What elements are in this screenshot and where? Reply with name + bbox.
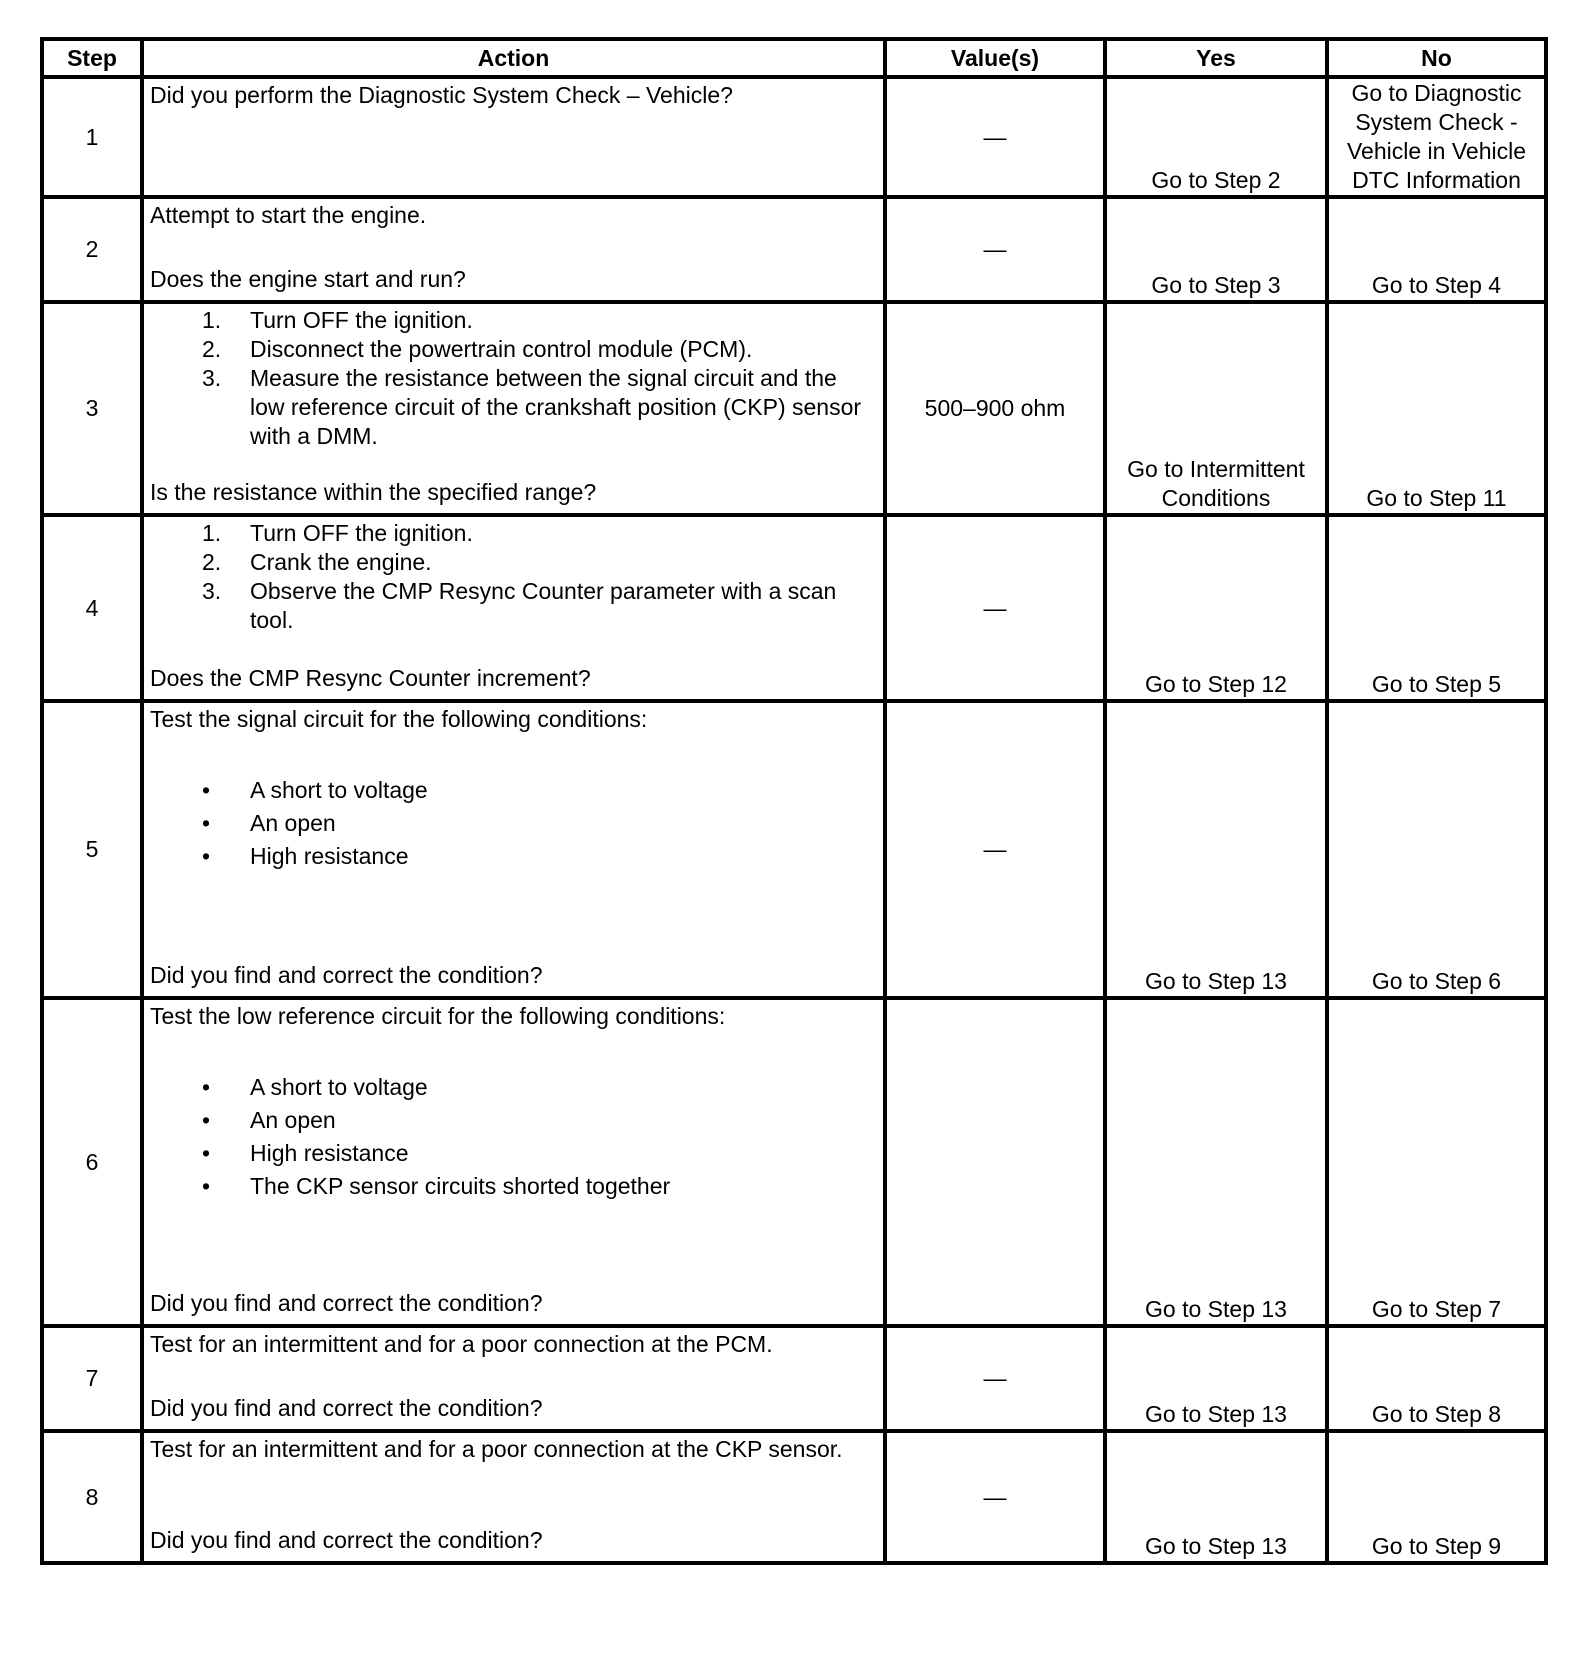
action-instruction: Did you perform the Diagnostic System Check – Vehicle?: [150, 82, 733, 108]
step-number: 8: [42, 1431, 142, 1563]
table-row: [42, 998, 1546, 1326]
numbered-steps: [150, 306, 877, 451]
no-cell: Go to Step 7: [1327, 998, 1546, 1326]
step-text: Disconnect the powertrain control module (PCM).: [250, 336, 753, 362]
step-text: Crank the engine.: [250, 549, 432, 575]
step-index: 1.: [202, 520, 222, 546]
value-cell: —: [885, 1431, 1105, 1563]
action-top: [150, 1330, 877, 1359]
action-top: [150, 201, 877, 230]
action-content: [144, 1328, 883, 1425]
action-content: [144, 79, 883, 191]
condition-item: • A short to voltage: [150, 1071, 877, 1104]
no-cell: Go to Step 11: [1327, 302, 1546, 515]
yes-cell: Go to Step 12: [1105, 515, 1327, 701]
value-cell: 500–900 ohm: [885, 302, 1105, 515]
action-cell: [142, 197, 885, 302]
action-top: [150, 81, 877, 110]
numbered-step: [150, 335, 877, 364]
numbered-step: [150, 306, 877, 335]
numbered-step: [150, 519, 877, 548]
action-cell: [142, 998, 885, 1326]
table-row: [42, 1431, 1546, 1563]
action-instruction: Test the low reference circuit for the following conditions:: [150, 1003, 726, 1029]
action-question: Did you find and correct the condition?: [150, 1395, 543, 1421]
numbered-steps: [150, 519, 877, 635]
numbered-step: [150, 364, 877, 451]
diagnostic-table: [40, 37, 1548, 1565]
numbered-step: [150, 577, 877, 635]
no-cell: Go to Step 6: [1327, 701, 1546, 998]
no-cell: Go to Step 5: [1327, 515, 1546, 701]
step-number: 5: [42, 701, 142, 998]
yes-cell: Go to Step 13: [1105, 998, 1327, 1326]
table-body: [42, 77, 1546, 1563]
header-yes: Yes: [1105, 39, 1327, 77]
step-number: 7: [42, 1326, 142, 1431]
action-cell: [142, 701, 885, 998]
step-text: Measure the resistance between the signal circuit and the low reference circuit of the crankshaft position (CKP) sensor with a DMM.: [250, 365, 862, 449]
action-content: [144, 1433, 883, 1557]
step-index: 3.: [202, 578, 222, 604]
action-question: Is the resistance within the specified range?: [150, 479, 597, 505]
yes-cell: Go to Step 13: [1105, 1431, 1327, 1563]
step-number: 2: [42, 197, 142, 302]
value-cell: —: [885, 197, 1105, 302]
step-text: Observe the CMP Resync Counter parameter with a scan tool.: [250, 578, 837, 633]
value-cell: —: [885, 515, 1105, 701]
yes-cell: Go to Intermittent Conditions: [1105, 302, 1327, 515]
action-content: [144, 304, 883, 509]
header-row: [42, 39, 1546, 77]
table-row: [42, 515, 1546, 701]
action-top: [150, 1002, 877, 1203]
action-top: [150, 306, 877, 451]
value-cell: —: [885, 1326, 1105, 1431]
no-cell: Go to Step 9: [1327, 1431, 1546, 1563]
value-cell: —: [885, 701, 1105, 998]
action-cell: [142, 302, 885, 515]
header-step: Step: [42, 39, 142, 77]
action-top: [150, 1435, 877, 1464]
action-cell: [142, 515, 885, 701]
step-number: 6: [42, 998, 142, 1326]
action-instruction: Test the signal circuit for the following conditions:: [150, 706, 648, 732]
action-top: [150, 705, 877, 873]
condition-list: [150, 774, 877, 873]
table-row: [42, 77, 1546, 197]
no-cell: Go to Diagnostic System Check - Vehicle in Vehicle DTC Information: [1327, 77, 1546, 197]
action-cell: [142, 1431, 885, 1563]
header-values: Value(s): [885, 39, 1105, 77]
no-cell: Go to Step 8: [1327, 1326, 1546, 1431]
condition-item: • The CKP sensor circuits shorted together: [150, 1170, 877, 1203]
step-number: 1: [42, 77, 142, 197]
step-number: 3: [42, 302, 142, 515]
header-no: No: [1327, 39, 1546, 77]
no-cell: Go to Step 4: [1327, 197, 1546, 302]
numbered-step: [150, 548, 877, 577]
step-number: 4: [42, 515, 142, 701]
action-question: Does the engine start and run?: [150, 266, 466, 292]
table-row: [42, 701, 1546, 998]
yes-cell: Go to Step 13: [1105, 701, 1327, 998]
action-cell: [142, 77, 885, 197]
step-index: 3.: [202, 365, 222, 391]
action-top: [150, 519, 877, 635]
step-text: Turn OFF the ignition.: [250, 307, 473, 333]
condition-item: • An open: [150, 1104, 877, 1137]
value-cell: —: [885, 77, 1105, 197]
step-index: 2.: [202, 336, 222, 362]
header-action: Action: [142, 39, 885, 77]
condition-item: • High resistance: [150, 1137, 877, 1170]
yes-cell: Go to Step 13: [1105, 1326, 1327, 1431]
step-index: 1.: [202, 307, 222, 333]
action-cell: [142, 1326, 885, 1431]
action-content: [144, 517, 883, 695]
condition-item: • High resistance: [150, 840, 877, 873]
table-row: [42, 1326, 1546, 1431]
action-question: Did you find and correct the condition?: [150, 962, 543, 988]
yes-cell: Go to Step 3: [1105, 197, 1327, 302]
condition-list: [150, 1071, 877, 1203]
yes-cell: Go to Step 2: [1105, 77, 1327, 197]
condition-item: • An open: [150, 807, 877, 840]
condition-item: • A short to voltage: [150, 774, 877, 807]
action-content: [144, 703, 883, 992]
table-row: [42, 197, 1546, 302]
action-instruction: Test for an intermittent and for a poor connection at the CKP sensor.: [150, 1436, 843, 1462]
action-instruction: Test for an intermittent and for a poor connection at the PCM.: [150, 1331, 773, 1357]
step-index: 2.: [202, 549, 222, 575]
value-cell: [885, 998, 1105, 1326]
action-question: Does the CMP Resync Counter increment?: [150, 665, 591, 691]
action-instruction: Attempt to start the engine.: [150, 202, 427, 228]
action-question: Did you find and correct the condition?: [150, 1527, 543, 1553]
action-content: [144, 1000, 883, 1320]
action-content: [144, 199, 883, 296]
table-row: [42, 302, 1546, 515]
action-question: Did you find and correct the condition?: [150, 1290, 543, 1316]
step-text: Turn OFF the ignition.: [250, 520, 473, 546]
